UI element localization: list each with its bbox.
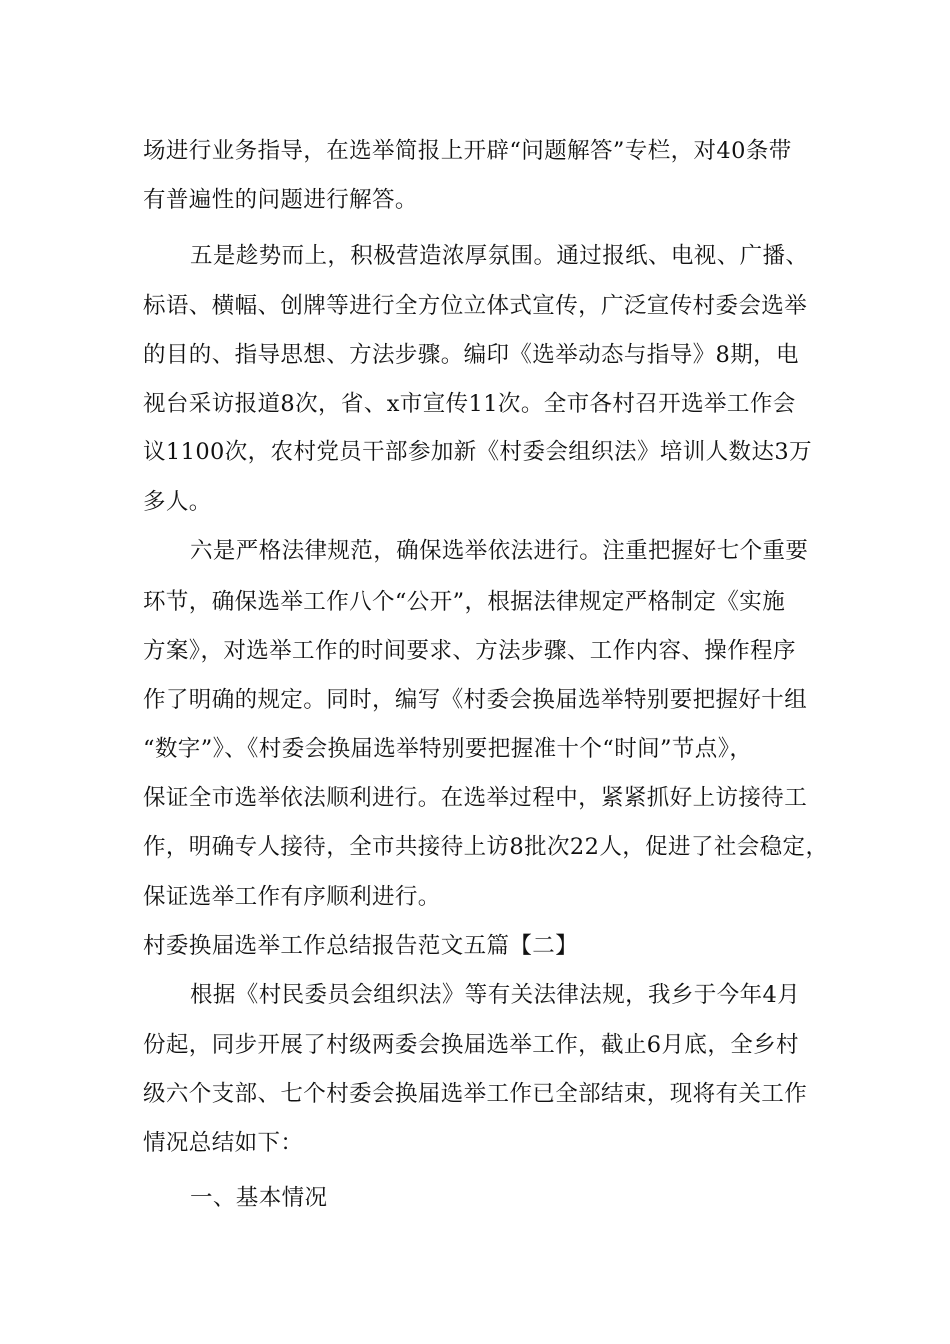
text-line: 视台采访报道8次，省、x市宣传11次。全市各村召开选举工作会	[143, 391, 796, 417]
text-line: 场进行业务指导，在选举简报上开辟“问题解答”专栏，对40条带	[143, 138, 792, 164]
subsection-heading: 一、基本情况	[190, 1185, 328, 1211]
text-line: 作了明确的规定。同时，编写《村委会换届选举特别要把握好十组	[143, 687, 808, 713]
paragraph-first-line: 六是严格法律规范，确保选举依法进行。注重把握好七个重要	[190, 538, 809, 564]
paragraph-first-line: 五是趁势而上，积极营造浓厚氛围。通过报纸、电视、广播、	[190, 243, 809, 269]
text-line: 情况总结如下：	[143, 1130, 304, 1156]
paragraph-first-line: 根据《村民委员会组织法》等有关法律法规，我乡于今年4月	[190, 982, 801, 1008]
text-line: 多人。	[143, 489, 212, 515]
text-line: 级六个支部、七个村委会换届选举工作已全部结束，现将有关工作	[143, 1081, 808, 1107]
text-line: 议1100次，农村党员干部参加新《村委会组织法》培训人数达3万	[143, 439, 812, 465]
text-line: 保证选举工作有序顺利进行。	[143, 884, 441, 910]
text-line: 份起，同步开展了村级两委会换届选举工作，截止6月底，全乡村	[143, 1032, 799, 1058]
text-line: 的目的、指导思想、方法步骤。编印《选举动态与指导》8期，电	[143, 342, 799, 368]
text-line: “数字”》、《村委会换届选举特别要把握准十个“时间”节点》，	[143, 736, 753, 762]
text-line: 有普遍性的问题进行解答。	[143, 187, 418, 213]
section-heading: 村委换届选举工作总结报告范文五篇【二】	[143, 933, 579, 959]
text-line: 标语、横幅、创牌等进行全方位立体式宣传，广泛宣传村委会选举	[143, 293, 808, 319]
text-line: 环节，确保选举工作八个“公开”，根据法律规定严格制定《实施	[143, 589, 786, 615]
text-line: 保证全市选举依法顺利进行。在选举过程中，紧紧抓好上访接待工	[143, 785, 808, 811]
text-line: 作，明确专人接待，全市共接待上访8批次22人，促进了社会稳定，	[143, 834, 829, 860]
text-line: 方案》，对选举工作的时间要求、方法步骤、工作内容、操作程序	[143, 638, 796, 664]
